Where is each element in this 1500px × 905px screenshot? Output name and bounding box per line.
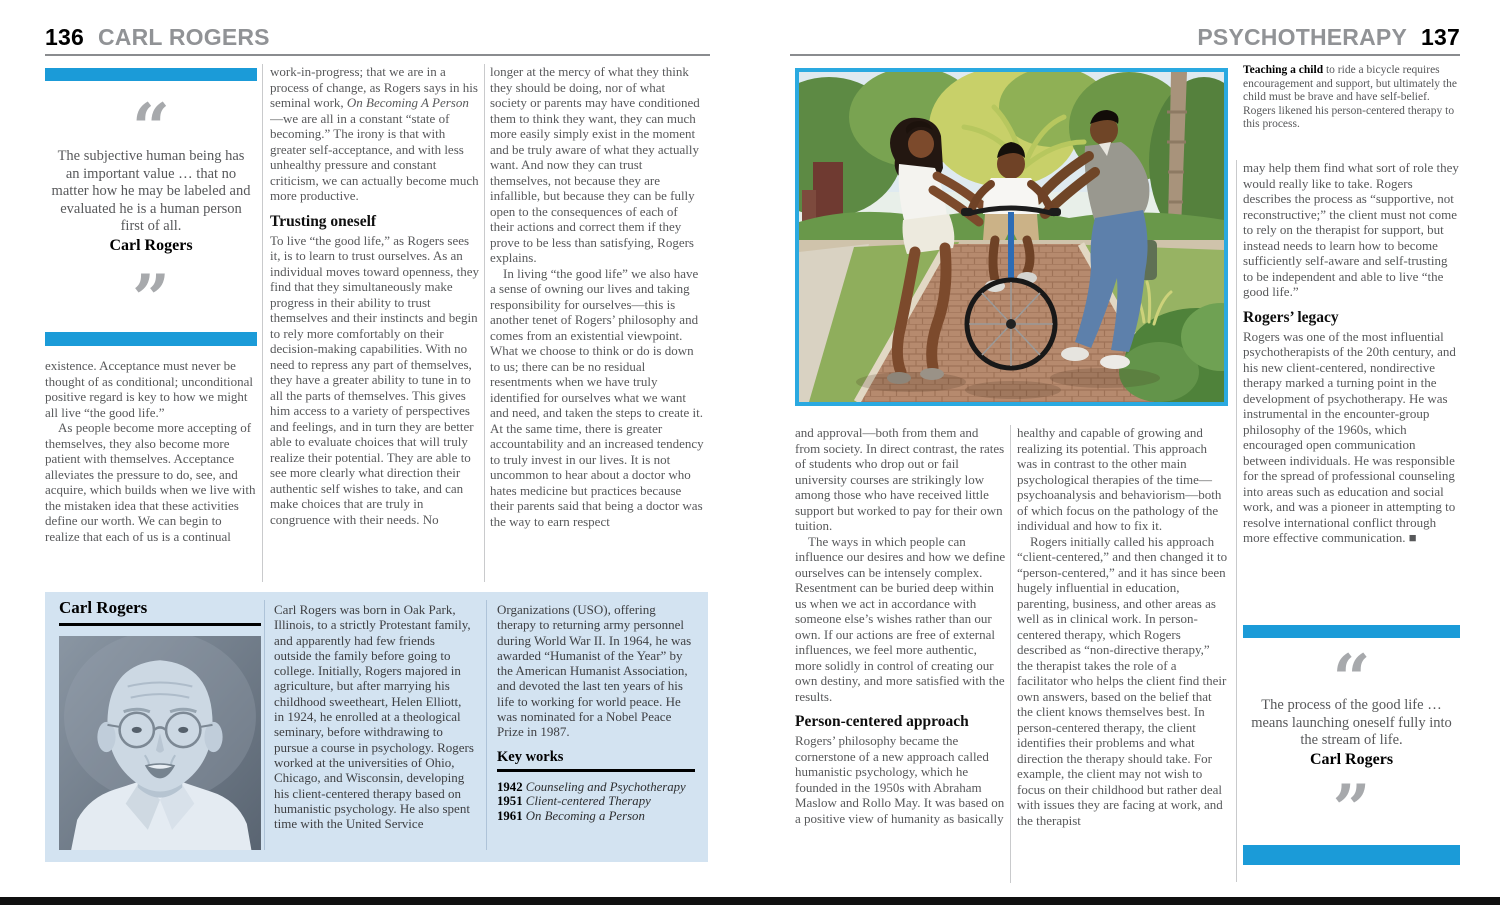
paragraph: longer at the mercy of what they think they should be doing, nor of what society or parents may have conditioned them to think they want, they can much more easily simply exist in the moment and be truly aware of what they actually want. And now they can trust themselves, not because they are infallible, but because they can be fully open to the consequences of each of their actions and correct them if they prove to be less than satisfying, Rogers explains.: [490, 64, 700, 265]
open-quote-icon: “: [132, 100, 170, 140]
paragraph: and approval—both from them and from society. In direct contrast, the rates of students who drop out or fail university courses are strikingly low among those who have received little support but worked to pay for their own tuition.: [795, 425, 1005, 533]
right-column-2: [1017, 425, 1228, 887]
left-page-number: 136: [45, 24, 84, 50]
left-header-title: CARL ROGERS: [97, 24, 270, 50]
paragraph: In living “the good life” we also have a sense of owning our lives and taking responsibility for ourselves—this is another tenet of Rogers’ philosophy and comes from an existential viewpoint. What we choose to think or do is down to us; there can be no residual resentments when we have truly identified for ourselves what we want and need, and taken the steps to create it. At the same time, there is greater accountability and an increased tendency to truly invest in our lives. It is not uncommon to hear about a doctor who hates medicine but practices because their parents said that being a doctor was the way to earn respect: [490, 265, 704, 529]
key-work-item: 1961 On Becoming a Person: [497, 808, 645, 823]
photo-caption-lead: Teaching a child: [1243, 64, 1324, 76]
column-divider: [262, 64, 263, 582]
paragraph: may help them find what sort of role they would really like to take. Rogers describes the process as “supportive, not reconstructive;” the client must not come to rely on the therapist for support, but instead needs to learn how to become sufficiently self-aware and self-trusting to be independent and able to live “the good life.”: [1243, 160, 1459, 299]
paragraph: work-in-progress; that we are in a process of change, as Rogers says in his seminal work, On Becoming A Person—we are all in a constant “state of becoming.” The irony is that with greater self-acceptance, and with less unhealthy pressure and constant criticism, we can actually become much more productive.: [270, 64, 479, 203]
photo-caption: [1243, 64, 1461, 132]
biography-box: [45, 592, 708, 862]
close-quote-icon: ”: [132, 270, 170, 311]
right-column-1: [795, 425, 1006, 887]
paragraph: To live “the good life,” as Rogers sees it, is to learn to trust ourselves. As an individual moves toward openness, they find that they simultaneously make progress in their ability to trust themselves and their instincts and begin to rely more comfortably on their decision-making capabilities. With no need to repress any part of themselves, they have a greater ability to tune in to all the parts of themselves. This gives him access to a variety of perspectives and feelings, and in turn they are better able to evaluate choices that will truly realize their potential. They are able to see more clearly what direction their authentic self wishes to take, and can make choices that are truly in congruence with their needs. No: [270, 232, 480, 527]
bio-column-2-text: [497, 602, 695, 740]
quote-top-bar: [1243, 625, 1460, 638]
bio-column-1: [274, 602, 474, 831]
right-page-header: [1197, 24, 1460, 51]
quote-top-bar: [45, 68, 257, 81]
column-divider: [1236, 160, 1237, 882]
bio-column-divider: [486, 600, 487, 850]
paragraph: Organizations (USO), offering therapy to returning army personnel during World War II. In 1964, he was awarded “Humanist of the Year” by the American Humanist Association, and devoted the last ten years of his life to working for world peace. He was nominated for a Nobel Peace Prize in 1987.: [497, 602, 692, 740]
left-column-1: [45, 358, 257, 586]
bio-column-2: [497, 602, 695, 823]
pull-quote-box-right: [1243, 625, 1460, 865]
family-bicycle-photo: [795, 68, 1228, 406]
paragraph: As people become more accepting of themselves, they also become more patient with themselves. Acceptance alleviates the pressure to do, see, and acquire, which builds when we live with the mistaken idea that these activities define our worth. We can begin to realize that each of us is a continual: [45, 420, 256, 544]
right-page-number: 137: [1421, 24, 1460, 50]
right-header-title: PSYCHOTHERAPY: [1197, 24, 1408, 50]
right-column-3: [1243, 160, 1460, 618]
close-quote-icon: ”: [1332, 780, 1371, 821]
carl-rogers-portrait: [59, 636, 261, 850]
paragraph: Rogers’ philosophy became the cornerstone of a new approach called humanistic psychology, which he founded in the 1950s with Abraham Maslow and Rollo May. It was based on a positive view of humanity as basically: [795, 733, 1005, 826]
left-page-header: [45, 24, 270, 51]
open-quote-icon: “: [1332, 651, 1371, 691]
column-divider: [484, 64, 485, 582]
bio-column-divider: [264, 600, 265, 850]
page-bottom-edge: [0, 897, 1500, 905]
bio-title: Carl Rogers: [59, 598, 261, 626]
quote-bottom-bar: [1243, 845, 1460, 865]
portrait-illustration: [59, 636, 261, 850]
paragraph: Rogers initially called his approach “client-centered,” and then changed it to “person-centered,” and it has since been hugely influential in education, parenting, business, and other areas as well as in clinical work. In person-centered therapy, which Rogers described as “non-directive therapy,” the therapist takes the role of a facilitator who helps the client find their own answers, based on the belief that the client knows themselves best. In person-centered therapy, the client identifies their problems and what direction the therapy should take. For example, the client may not wish to focus on their childhood but rather deal with issues they are facing at work, and the therapist: [1017, 533, 1228, 828]
left-column-2: [270, 64, 480, 584]
photo-caption-text: to ride a bicycle requires encouragement and support, but ultimately the child must be brave and have self-belief. Rogers likened his person-centered therapy to this process.: [1243, 64, 1457, 131]
left-column-3: [490, 64, 704, 584]
paragraph: Rogers was one of the most influential psychotherapists of the 20th century, and his new client-centered, nondirective therapy marked a turning point in the development of psychotherapy. He was instrumental in the encounter-group philosophy of the 1960s, which encouraged open communication between individuals. He was responsible for the spread of professional counseling into areas such as education and social work, and was a pioneer in attempting to resolve international conflict through more effective communication. ■: [1243, 328, 1456, 545]
key-work-item: 1951 Client-centered Therapy: [497, 794, 651, 809]
pull-quote-text: The process of the good life … means launching oneself fully into the stream of life.: [1251, 697, 1452, 748]
right-header-rule: [790, 54, 1460, 56]
paragraph: existence. Acceptance must never be thought of as conditional; unconditional positive regard is key to how we might all live “the good life.”: [45, 358, 253, 420]
key-work-item: 1942 Counseling and Psychotherapy: [497, 779, 686, 794]
quote-attribution: Carl Rogers: [109, 236, 193, 254]
section-heading: Rogers’ legacy: [1243, 308, 1339, 326]
quote-bottom-bar: [45, 332, 257, 346]
section-heading: Trusting oneself: [270, 212, 377, 230]
pull-quote-box-left: [45, 68, 257, 346]
quote-attribution: Carl Rogers: [1309, 750, 1394, 768]
key-works-list: [497, 780, 695, 824]
paragraph: healthy and capable of growing and realizing its potential. This approach was in contrast to the other main psychological therapies of the time—psychoanalysis and behaviorism—both of which focus on the pathology of the individual and how to fix it.: [1017, 425, 1222, 533]
column-divider: [1010, 425, 1011, 883]
family-bicycle-illustration: [799, 72, 1224, 402]
paragraph: The ways in which people can influence our desires and how we define ourselves can be intensely complex. Resentment can be buried deep within us when we act in accordance with someone else’s wishes rather than our own. If our actions are free of external influences, we feel more authentic, more solidly in control of creating our own destiny, and more satisfied with the results.: [795, 533, 1006, 704]
pull-quote-text: The subjective human being has an important value … that no matter how he may be labeled and evaluated he is a human person first of all.: [51, 148, 251, 234]
section-heading: Person-centered approach: [795, 713, 969, 730]
left-header-rule: [45, 54, 710, 56]
paragraph: Carl Rogers was born in Oak Park, Illinois, to a strictly Protestant family, and apparently had few friends outside the family before going to college. Initially, Rogers majored in agriculture, but after marrying his childhood sweetheart, Helen Elliott, in 1924, he enrolled at a theological seminary, before withdrawing to pursue a course in psychology. Rogers worked at the universities of Ohio, Chicago, and Wisconsin, developing his client-centered therapy based on humanistic psychology. He also spent time with the United Service: [274, 602, 474, 832]
key-works-heading: Key works: [497, 750, 695, 772]
